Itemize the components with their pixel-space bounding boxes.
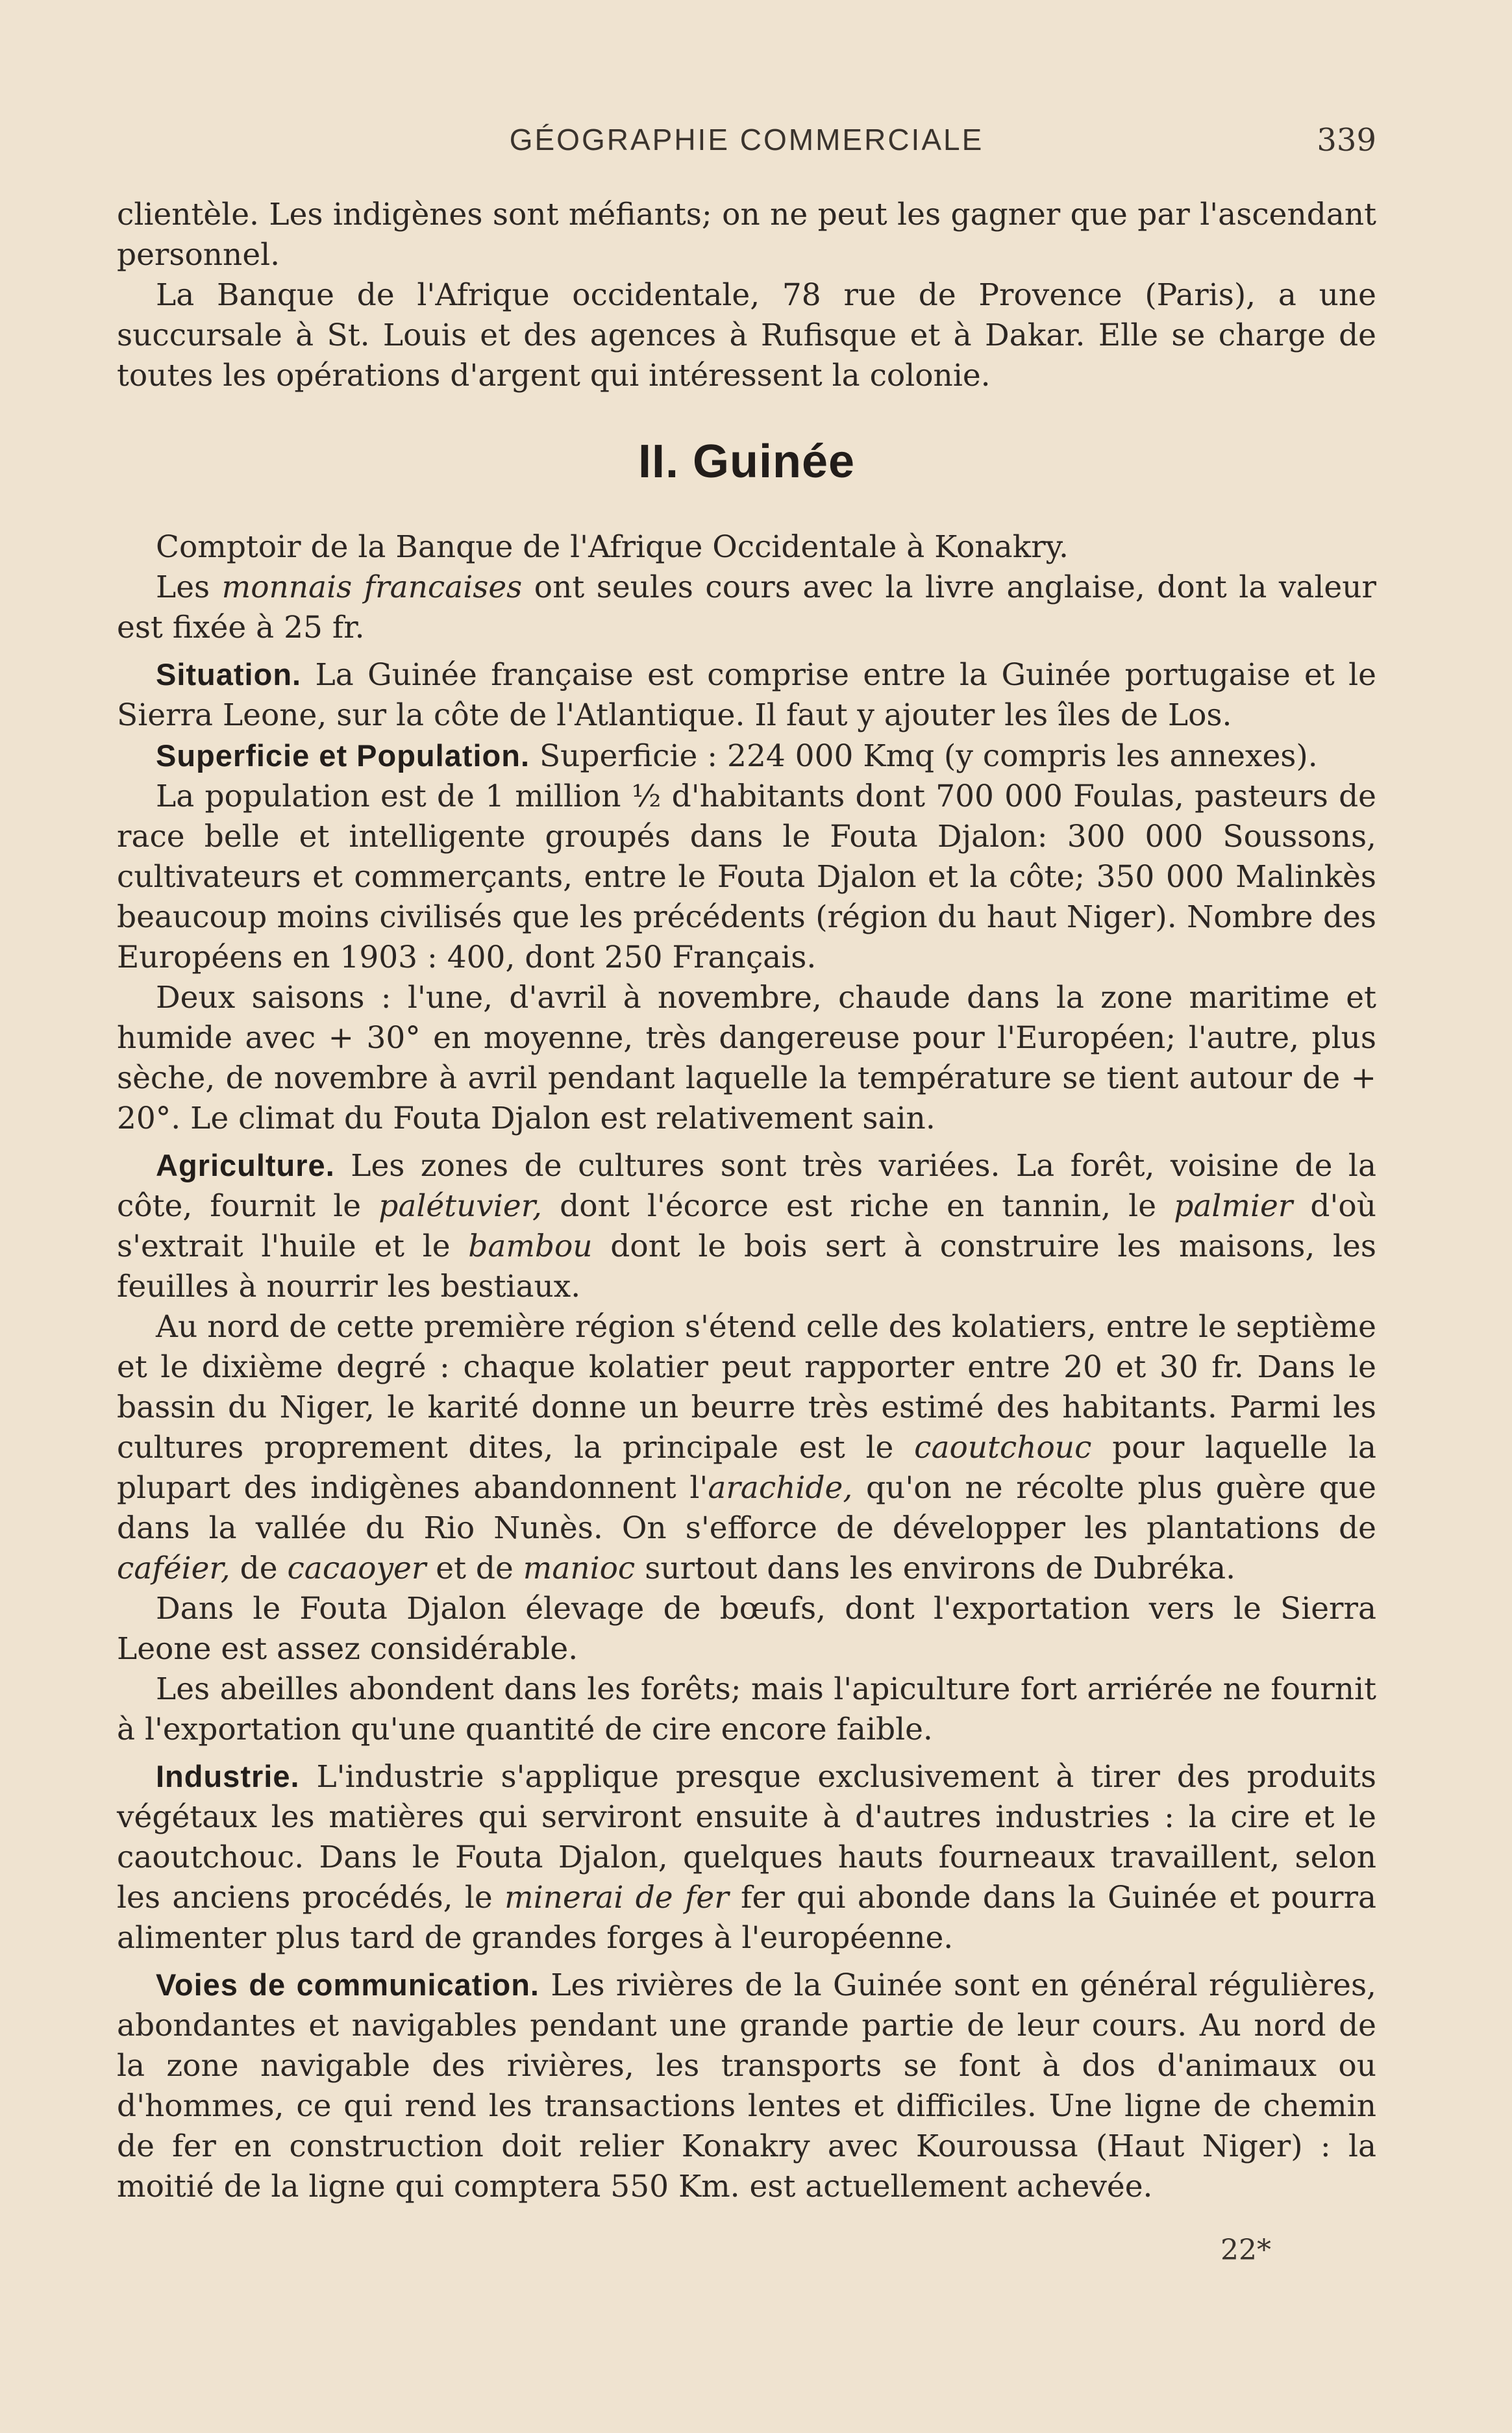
kola-italic-3: caféier, <box>117 1551 230 1586</box>
kola-italic-1: caoutchouc <box>914 1430 1092 1466</box>
population-paragraph: La population est de 1 million ½ d'habitants dont 700 000 Foulas, pasteurs de race belle et intelligente groupés dans le Fouta Djalon: 300 000 Soussons, cultivateurs et commerçants, entre le Fouta Djalon et la côte; 350 000 Malinkès beaucoup moins civilisés que les précédents (région du haut Niger). Nombre des Européens en 1903 : 400, dont 250 Français. <box>117 779 1376 975</box>
kola-text-6: surtout dans les environs de Dubréka. <box>645 1551 1236 1586</box>
situation-paragraph <box>117 655 1376 736</box>
kola-italic-4: cacaoyer <box>287 1551 427 1586</box>
agri-text-3: d'où s'extrait l'huile et le <box>117 1188 1376 1264</box>
comptoir-paragraph: Comptoir de la Banque de l'Afrique Occidentale à Konakry. <box>156 529 1069 565</box>
running-title: GÉOGRAPHIE COMMERCIALE <box>509 123 984 156</box>
climat-paragraph: Deux saisons : l'une, d'avril à novembre, chaude dans la zone maritime et humide avec + 30° en moyenne, très dangereuse pour l'Européen; l'autre, plus sèche, de novembre à avril pendant laquelle la température se tient autour de + 20°. Le climat du Fouta Djalon est relativement sain. <box>117 980 1376 1136</box>
voies-heading: Voies de communication. <box>156 1967 539 2002</box>
kola-text-2: pour laquelle la plupart des indigènes abandonnent l' <box>117 1430 1377 1506</box>
abeilles-paragraph: Les abeilles abondent dans les forêts; mais l'apiculture fort arriérée ne fournit à l'exportation qu'une quantité de cire encore faible. <box>117 1671 1376 1747</box>
intro-paragraph-1: clientèle. Les indigènes sont méfiants; on ne peut les gagner que par l'ascendant personnel. <box>117 197 1376 273</box>
agri-italic-3: bambou <box>468 1229 593 1264</box>
situation-heading: Situation. <box>156 657 302 692</box>
situation-text: La Guinée française est comprise entre la Guinée portugaise et le Sierra Leone, sur la côte de l'Atlantique. Il faut y ajouter les îles de Los. <box>117 657 1376 733</box>
industrie-italic-1: minerai de fer <box>504 1880 729 1915</box>
elevage-paragraph: Dans le Fouta Djalon élevage de bœufs, dont l'exportation vers le Sierra Leone est assez considérable. <box>117 1591 1376 1667</box>
page-body <box>117 195 1376 2207</box>
agriculture-paragraph <box>117 1145 1376 1307</box>
kola-italic-5: manioc <box>523 1551 636 1586</box>
section-title: II. Guinée <box>638 436 856 488</box>
page-header <box>117 116 1376 168</box>
kola-text-4: de <box>240 1551 278 1586</box>
kola-text-3: qu'on ne récolte plus guère que dans la vallée du Rio Nunès. On s'efforce de développer les plantations de <box>117 1470 1376 1546</box>
intro-paragraph-2: La Banque de l'Afrique occidentale, 78 rue de Provence (Paris), a une succursale à St. Louis et des agences à Rufisque et à Dakar. Elle se charge de toutes les opérations d'argent qui intéressent la colonie. <box>117 277 1376 393</box>
agri-italic-2: palmier <box>1174 1188 1293 1224</box>
kolatiers-paragraph <box>117 1307 1376 1589</box>
industrie-text-1: L'industrie s'applique presque exclusivement à tirer des produits végétaux les matières qui serviront ensuite à d'autres industries : la cire et le caoutchouc. Dans le Fouta Djalon, quelques hauts fourneaux travaillent, selon les anciens procédés, le <box>117 1759 1376 1915</box>
agri-italic-1: palétuvier, <box>378 1188 542 1224</box>
agri-text-2: dont l'écorce est riche en tannin, le <box>560 1188 1157 1224</box>
industrie-text-2: fer qui abonde dans la Guinée et pourra alimenter plus tard de grandes forges à l'européenne. <box>117 1880 1376 1956</box>
agri-text-1: Les zones de cultures sont très variées. La forêt, voisine de la côte, fournit le <box>117 1148 1376 1224</box>
kola-text-1: Au nord de cette première région s'étend celle des kolatiers, entre le septième et le dixième degré : chaque kolatier peut rapporter entre 20 et 30 fr. Dans le bassin du Niger, le karité donne un beurre très estimé des habitants. Parmi les cultures proprement dites, la principale est le <box>117 1309 1376 1466</box>
agri-text-4: dont le bois sert à construire les maisons, les feuilles à nourrir les bestiaux. <box>117 1229 1376 1304</box>
superficie-heading: Superficie et Population. <box>156 738 530 773</box>
kola-italic-2: arachide, <box>708 1470 853 1506</box>
page-number: 339 <box>1317 122 1376 158</box>
monnaie-paragraph <box>117 568 1376 648</box>
superficie-paragraph <box>117 736 1376 777</box>
monnaie-italic: monnais francaises <box>221 569 523 605</box>
agriculture-heading: Agriculture. <box>156 1148 335 1182</box>
voies-text: Les rivières de la Guinée sont en général régulières, abondantes et navigables pendant une grande partie de leur cours. Au nord de la zone navigable des rivières, les transports se font à dos d'animaux ou d'hommes, ce qui rend les transactions lentes et difficiles. Une ligne de chemin de fer en construction doit relier Konakry avec Kouroussa (Haut Niger) : la moitié de la ligne qui comptera 550 Km. est actuellement achevée. <box>117 1967 1376 2204</box>
industrie-heading: Industrie. <box>156 1759 300 1793</box>
voies-paragraph <box>117 1965 1376 2207</box>
kola-text-5: et de <box>436 1551 514 1586</box>
monnaie-text-a: Les <box>156 569 210 605</box>
superficie-text: Superficie : 224 000 Kmq (y compris les annexes). <box>539 738 1318 774</box>
industrie-paragraph <box>117 1756 1376 1958</box>
signature-mark: 22* <box>1221 2234 1271 2267</box>
monnaie-text-b: ont seules cours avec la livre anglaise, dont la valeur est fixée à 25 fr. <box>117 569 1376 645</box>
